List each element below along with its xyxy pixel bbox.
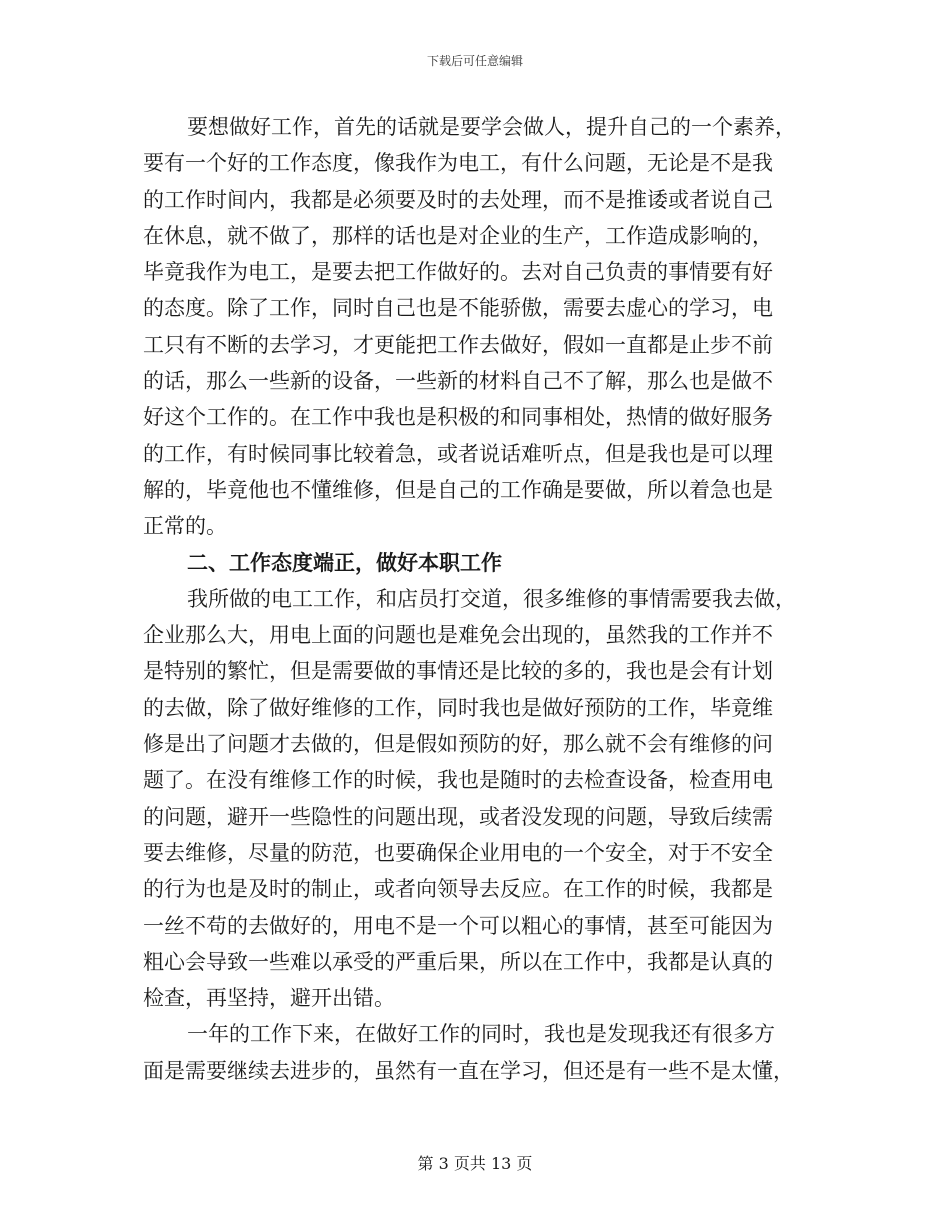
paragraph-line: 正常的。 bbox=[143, 514, 227, 539]
document-body bbox=[143, 109, 808, 1089]
page-footer: 第 3 页共 13 页 bbox=[417, 1154, 533, 1173]
paragraph-line: 的去做，除了做好维修的工作，同时我也是做好预防的工作，毕竟维 bbox=[143, 695, 773, 720]
paragraph-line: 毕竟我作为电工，是要去把工作做好的。去对自己负责的事情要有好 bbox=[143, 260, 773, 285]
paragraph-line: 要去维修，尽量的防范，也要确保企业用电的一个安全，对于不安全 bbox=[143, 840, 773, 865]
paragraph-line: 检查，再坚持，避开出错。 bbox=[143, 986, 395, 1011]
page-header: 下载后可任意编辑 bbox=[426, 54, 523, 68]
paragraph-line: 题了。在没有维修工作的时候，我也是随时的去检查设备，检查用电 bbox=[143, 768, 773, 793]
paragraph-line: 要有一个好的工作态度，像我作为电工，有什么问题，无论是不是我 bbox=[143, 151, 773, 176]
paragraph-line: 的工作时间内，我都是必须要及时的去处理，而不是推诿或者说自己 bbox=[143, 187, 773, 212]
paragraph-line: 工只有不断的去学习，才更能把工作去做好，假如一直都是止步不前 bbox=[143, 332, 773, 357]
paragraph-line: 的行为也是及时的制止，或者向领导去反应。在工作的时候，我都是 bbox=[143, 877, 773, 902]
paragraph-line: 好这个工作的。在工作中我也是积极的和同事相处，热情的做好服务 bbox=[143, 405, 773, 430]
paragraph-line: 是特别的繁忙，但是需要做的事情还是比较的多的，我也是会有计划 bbox=[143, 659, 773, 684]
paragraph-line: 粗心会导致一些难以承受的严重后果，所以在工作中，我都是认真的 bbox=[143, 949, 773, 974]
section-heading: 二、工作态度端正，做好本职工作 bbox=[187, 549, 502, 575]
paragraph-line: 的话，那么一些新的设备，一些新的材料自己不了解，那么也是做不 bbox=[143, 369, 773, 394]
paragraph-line: 在休息，就不做了，那样的话也是对企业的生产，工作造成影响的， bbox=[143, 223, 773, 248]
paragraph-line: 企业那么大，用电上面的问题也是难免会出现的，虽然我的工作并不 bbox=[143, 623, 773, 648]
paragraph-line: 面是需要继续去进步的，虽然有一直在学习，但还是有一些不是太懂， bbox=[143, 1058, 794, 1083]
paragraph-line: 的态度。除了工作，同时自己也是不能骄傲，需要去虚心的学习，电 bbox=[143, 296, 773, 321]
paragraph-line: 要想做好工作，首先的话就是要学会做人，提升自己的一个素养， bbox=[187, 115, 796, 139]
paragraph-line: 修是出了问题才去做的，但是假如预防的好，那么就不会有维修的问 bbox=[143, 732, 773, 757]
paragraph-line: 一丝不苟的去做好的，用电不是一个可以粗心的事情，甚至可能因为 bbox=[143, 913, 773, 938]
paragraph-line: 的工作，有时候同事比较着急，或者说话难听点，但是我也是可以理 bbox=[143, 441, 773, 466]
paragraph-line: 解的，毕竟他也不懂维修，但是自己的工作确是要做，所以着急也是 bbox=[143, 477, 773, 502]
paragraph-line: 我所做的电工工作，和店员打交道，很多维修的事情需要我去做， bbox=[187, 586, 796, 611]
paragraph-line: 的问题，避开一些隐性的问题出现，或者没发现的问题，导致后续需 bbox=[143, 804, 773, 829]
paragraph-line: 一年的工作下来，在做好工作的同时，我也是发现我还有很多方 bbox=[187, 1022, 775, 1047]
